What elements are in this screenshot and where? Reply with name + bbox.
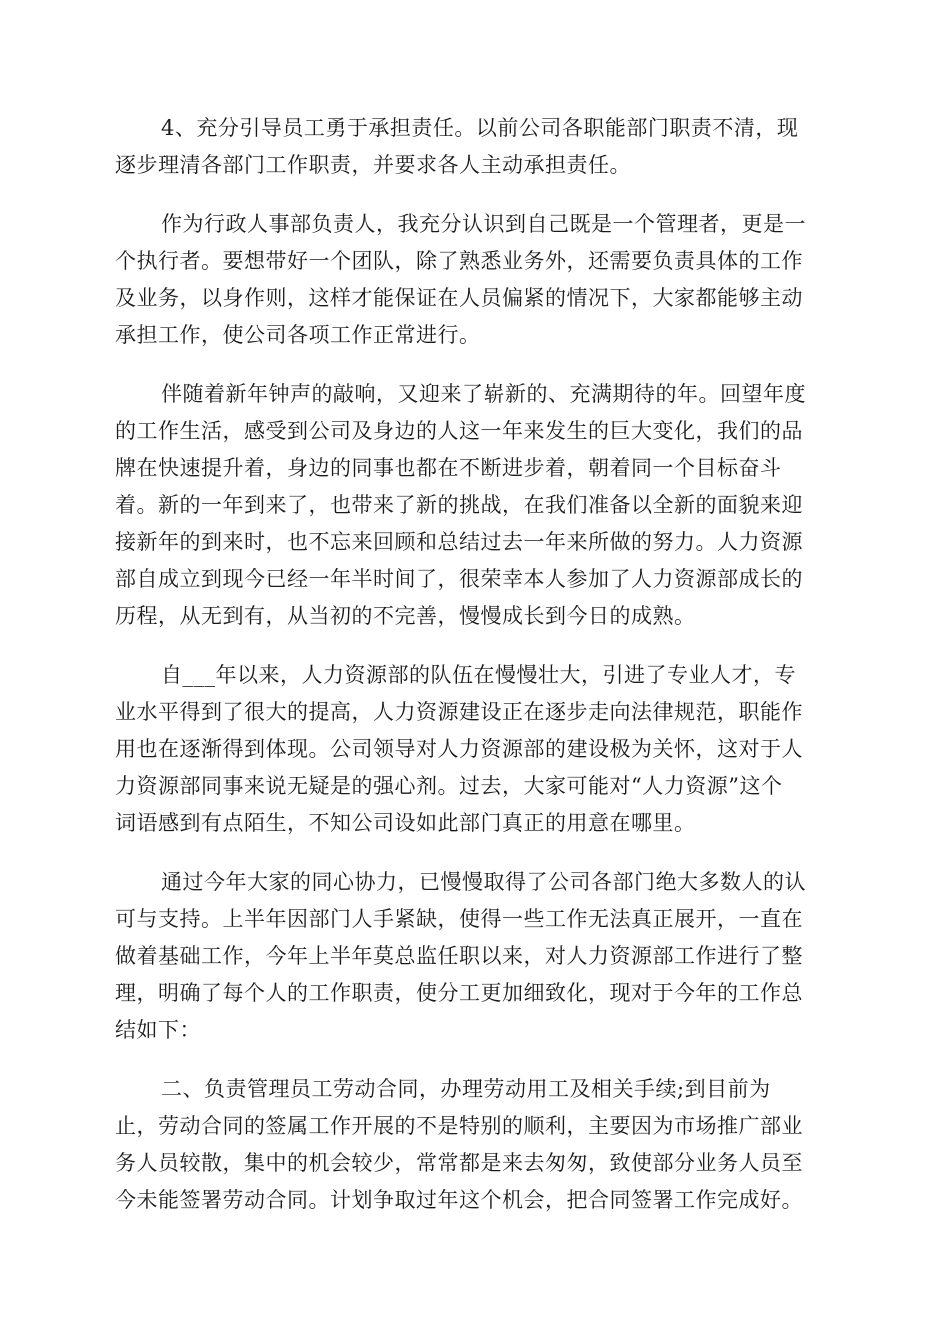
paragraph-line: 务人员较散，集中的机会较少，常常都是来去匆匆，致使部分业务人员至 bbox=[115, 1151, 803, 1175]
paragraph-2 bbox=[115, 206, 835, 354]
paragraph-line: 个执行者。要想带好一个团队，除了熟悉业务外，还需要负责具体的工作 bbox=[115, 249, 803, 273]
paragraph-line: 4、充分引导员工勇于承担责任。以前公司各职能部门职责不清，现 bbox=[161, 116, 799, 140]
paragraph-line: 通过今年大家的同心协力，已慢慢取得了公司各部门绝大多数人的认 bbox=[161, 870, 806, 894]
paragraph-line: 理，明确了每个人的工作职责，使分工更加细致化，现对于今年的工作总 bbox=[115, 981, 803, 1005]
paragraph-line: 词语感到有点陌生，不知公司设如此部门真正的用意在哪里。 bbox=[115, 811, 696, 835]
paragraph-3 bbox=[115, 376, 835, 635]
paragraph-line: 及业务，以身作则，这样才能保证在人员偏紧的情况下，大家都能够主动 bbox=[115, 286, 803, 310]
paragraph-line: 历程，从无到有，从当初的不完善，慢慢成长到今日的成熟。 bbox=[115, 604, 696, 628]
paragraph-line: 接新年的到来时，也不忘来回顾和总结过去一年来所做的努力。人力资源 bbox=[115, 530, 803, 554]
paragraph-6 bbox=[115, 1071, 835, 1219]
paragraph-line: 业水平得到了很大的提高，人力资源建设正在逐步走向法律规范，职能作 bbox=[115, 700, 803, 724]
paragraph-line: 承担工作，使公司各项工作正常进行。 bbox=[115, 323, 481, 347]
paragraph-4 bbox=[115, 657, 835, 842]
paragraph-line: 逐步理清各部门工作职责，并要求各人主动承担责任。 bbox=[115, 153, 631, 177]
paragraph-line: 作为行政人事部负责人，我充分认识到自己既是一个管理者，更是一 bbox=[161, 212, 806, 236]
paragraph-line: 自___年以来，人力资源部的队伍在慢慢壮大，引进了专业人才，专 bbox=[161, 663, 796, 687]
paragraph-line: 着。新的一年到来了，也带来了新的挑战，在我们准备以全新的面貌来迎 bbox=[115, 493, 803, 517]
paragraph-5 bbox=[115, 864, 835, 1049]
paragraph-line: 二、负责管理员工劳动合同，办理劳动用工及相关手续;到目前为 bbox=[161, 1077, 771, 1101]
paragraph-line: 力资源部同事来说无疑是的强心剂。过去，大家可能对“人力资源”这个 bbox=[115, 774, 783, 798]
paragraph-line: 牌在快速提升着，身边的同事也都在不断进步着，朝着同一个目标奋斗 bbox=[115, 456, 782, 480]
document-body bbox=[115, 110, 835, 1241]
paragraph-line: 部自成立到现今已经一年半时间了，很荣幸本人参加了人力资源部成长的 bbox=[115, 567, 803, 591]
paragraph-line: 结如下： bbox=[115, 1018, 201, 1042]
paragraph-line: 伴随着新年钟声的敲响，又迎来了崭新的、充满期待的年。回望年度 bbox=[161, 382, 806, 406]
paragraph-line: 做着基础工作，今年上半年莫总监任职以来，对人力资源部工作进行了整 bbox=[115, 944, 803, 968]
paragraph-line: 今未能签署劳动合同。计划争取过年这个机会，把合同签署工作完成好。 bbox=[115, 1188, 803, 1212]
paragraph-line: 可与支持。上半年因部门人手紧缺，使得一些工作无法真正展开，一直在 bbox=[115, 907, 803, 931]
paragraph-line: 用也在逐渐得到体现。公司领导对人力资源部的建设极为关怀，这对于人 bbox=[115, 737, 803, 761]
paragraph-line: 的工作生活，感受到公司及身边的人这一年来发生的巨大变化，我们的品 bbox=[115, 419, 803, 443]
paragraph-1 bbox=[115, 110, 835, 184]
paragraph-line: 止，劳动合同的签属工作开展的不是特别的顺利，主要因为市场推广部业 bbox=[115, 1114, 803, 1138]
